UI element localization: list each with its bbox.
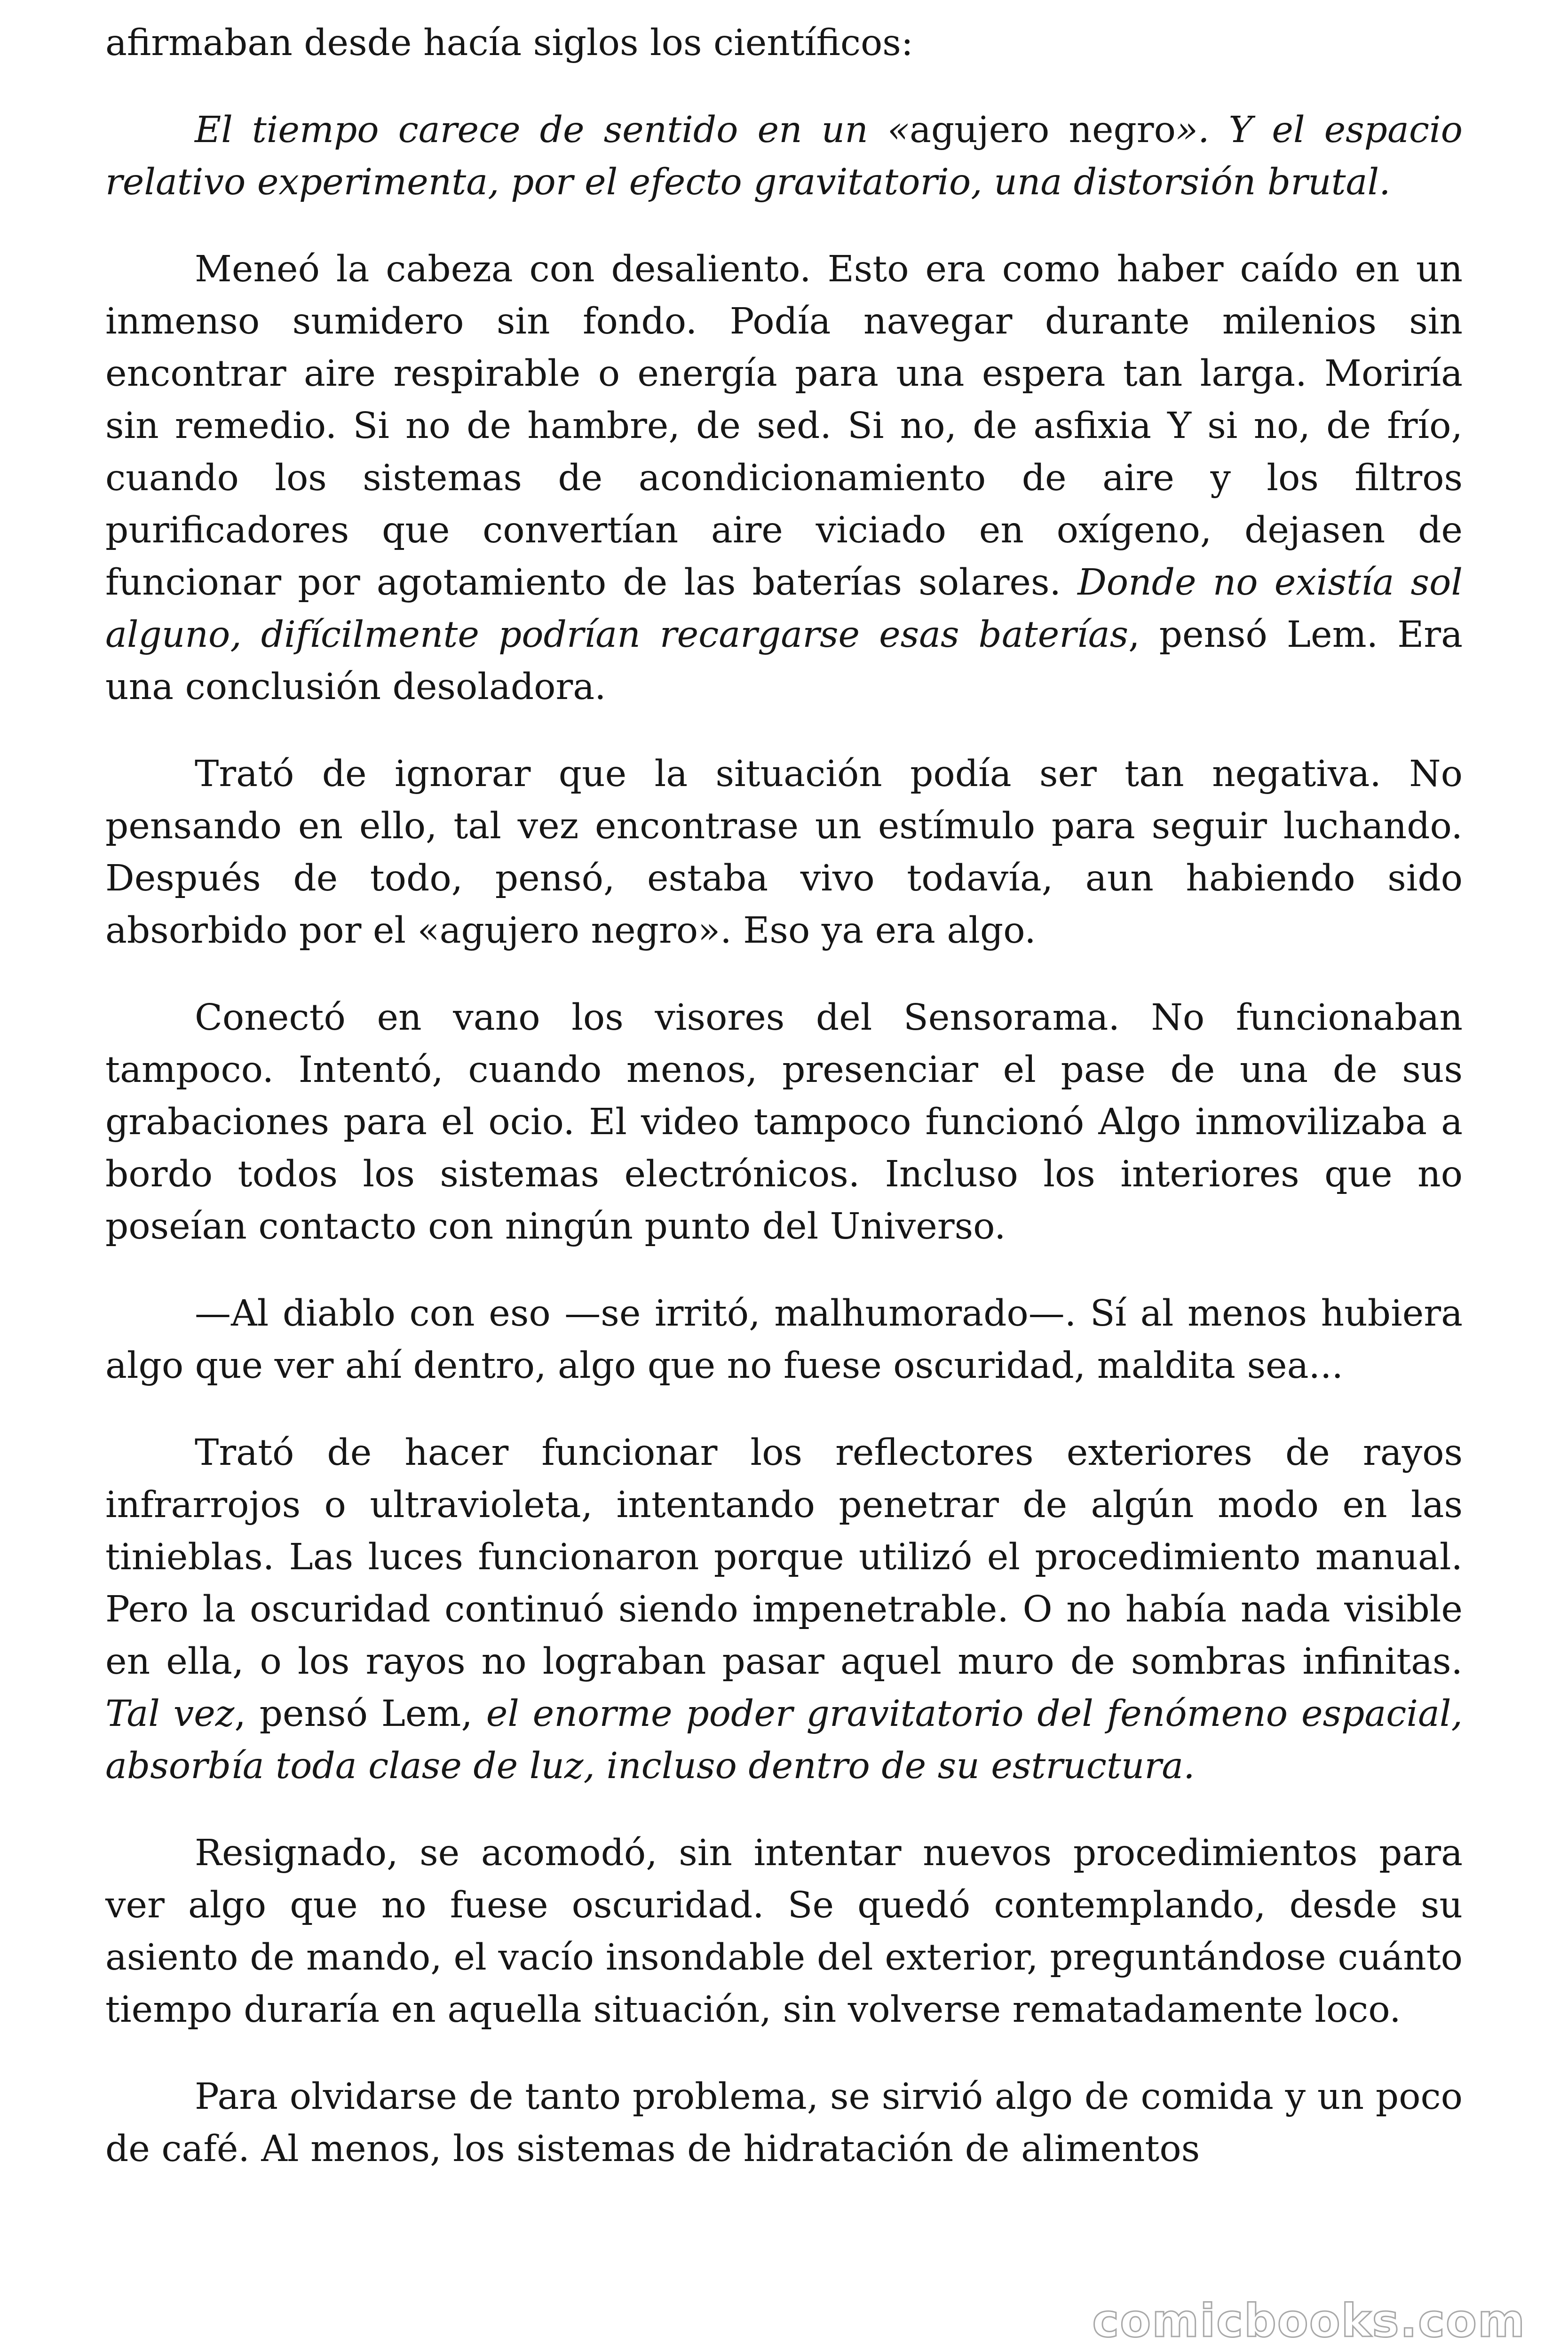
body-text: Conectó en vano los visores del Sensorama. No funcionaban tampoco. Intentó, cuando menos, presenciar el pase de una de sus grabaciones para el ocio. El video tampoco funcionó Algo inmovilizaba a bordo todos los sistemas electrónicos. Incluso los interiores que no poseían contacto con ningún punto del Universo. bbox=[105, 997, 1463, 1248]
paragraph-8 bbox=[105, 2071, 1463, 2175]
italic-text: el enorme poder gravitatorio del fenómeno espacial, absorbía toda clase de luz, incluso dentro de su estructura. bbox=[105, 1693, 1463, 1787]
body-text: Resignado, se acomodó, sin intentar nuevos procedimientos para ver algo que no fuese oscuridad. Se quedó contemplando, desde su asiento de mando, el vacío insondable del exterior, preguntándose cuánto tiempo duraría en aquella situación, sin volverse rematadamente loco. bbox=[105, 1832, 1463, 2031]
body-text: Trató de ignorar que la situación podía ser tan negativa. No pensando en ello, tal vez encontrase un estímulo para seguir luchando. Después de todo, pensó, estaba vivo todavía, aun habiendo sido absorbido por el «agujero negro». Eso ya era algo. bbox=[105, 753, 1463, 952]
body-text: afirmaban desde hacía siglos los científicos: bbox=[105, 22, 913, 64]
paragraph-7 bbox=[105, 1827, 1463, 2036]
italic-text: Donde no existía sol alguno, difícilmente podrían recargarse esas baterías bbox=[105, 562, 1463, 656]
body-text: , pensó Lem. Era una conclusión desoladora. bbox=[105, 614, 1463, 708]
italic-text: ». Y el espacio relativo experimenta, por el efecto gravitatorio, una distorsión brutal. bbox=[105, 109, 1463, 203]
paragraph-5 bbox=[105, 1287, 1463, 1392]
book-page bbox=[105, 17, 1463, 2210]
paragraph-2 bbox=[105, 243, 1463, 713]
paragraph-4 bbox=[105, 992, 1463, 1253]
body-text: Meneó la cabeza con desaliento. Esto era como haber caído en un inmenso sumidero sin fondo. Podía navegar durante milenios sin encontrar aire respirable o energía para una espera tan larga. Moriría sin remedio. Si no de hambre, de sed. Si no, de asfixia Y si no, de frío, cuando los sistemas de acondicionamiento de aire y los filtros purificadores que convertían aire viciado en oxígeno, dejasen de funcionar por agotamiento de las baterías solares. bbox=[105, 248, 1463, 604]
watermark-logo: comicbooks.com bbox=[1092, 2295, 1526, 2347]
body-text: —Al diablo con eso —se irritó, malhumorado—. Sí al menos hubiera algo que ver ahí dentro, algo que no fuese oscuridad, maldita sea... bbox=[105, 1293, 1463, 1387]
paragraph-0 bbox=[105, 17, 1463, 69]
italic-text: El tiempo carece de sentido en un « bbox=[195, 109, 910, 151]
body-text: Para olvidarse de tanto problema, se sirvió algo de comida y un poco de café. Al menos, los sistemas de hidratación de alimentos bbox=[105, 2076, 1463, 2170]
paragraph-3 bbox=[105, 748, 1463, 957]
body-text: Trató de hacer funcionar los reflectores exteriores de rayos infrarrojos o ultravioleta, intentando penetrar de algún modo en las tinieblas. Las luces funcionaron porque utilizó el procedimiento manual. Pero la oscuridad continuó siendo impenetrable. O no había nada visible en ella, o los rayos no lograban pasar aquel muro de sombras infinitas. bbox=[105, 1432, 1463, 1683]
paragraph-6 bbox=[105, 1427, 1463, 1792]
body-text: , pensó Lem, bbox=[234, 1693, 486, 1735]
body-text: agujero negro bbox=[909, 109, 1176, 151]
paragraph-1 bbox=[105, 104, 1463, 208]
italic-text: Tal vez bbox=[105, 1693, 235, 1735]
